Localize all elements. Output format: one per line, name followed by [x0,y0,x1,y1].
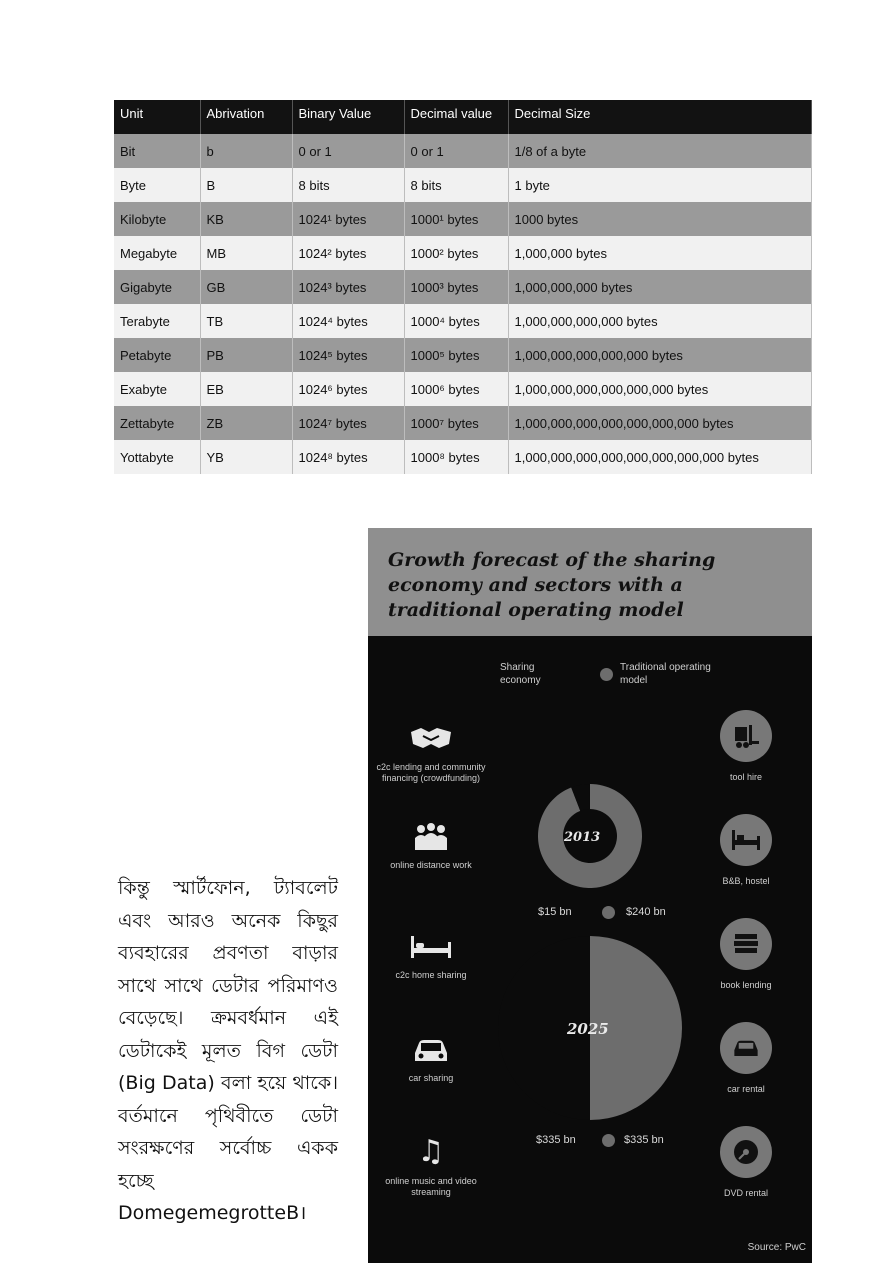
category-label: c2c lending and community financing (crowdfunding) [376,762,486,783]
table-cell: 1,000,000,000 bytes [508,270,812,304]
year-label-2013: 2013 [564,830,601,845]
value-2025-swatch [602,1134,615,1147]
table-cell: 1,000,000,000,000,000,000,000 bytes [508,406,812,440]
table-cell: KB [200,202,292,236]
value-2013-traditional: $240 bn [626,906,666,918]
category-label: DVD rental [723,1188,768,1198]
table-cell: TB [200,304,292,338]
year-label-2025: 2025 [567,1020,609,1038]
table-cell: 1,000,000,000,000 bytes [508,304,812,338]
category-label: car sharing [408,1073,454,1083]
table-cell: YB [200,440,292,474]
table-cell: MB [200,236,292,270]
legend-traditional-label: Traditional operating model [620,662,711,686]
table-cell: Byte [114,168,200,202]
table-cell: Kilobyte [114,202,200,236]
source-credit: Source: PwC [747,1242,806,1253]
table-row [114,406,812,440]
growth-ring-chart [368,528,812,1263]
table-header [114,100,812,134]
table-cell: 1000³ bytes [404,270,508,304]
table-row [114,304,812,338]
table-cell: 1000² bytes [404,236,508,270]
table-cell: 1024⁶ bytes [292,372,404,406]
category-label: online distance work [390,860,472,870]
table-cell: 1 byte [508,168,812,202]
table-row [114,440,812,474]
table-row [114,270,812,304]
table-cell: 1,000,000 bytes [508,236,812,270]
header-cell: Decimal Size [508,100,812,134]
table-cell: 1000¹ bytes [404,202,508,236]
category-label: c2c home sharing [395,970,467,980]
table-cell: 1000⁶ bytes [404,372,508,406]
table-cell: 1024¹ bytes [292,202,404,236]
value-2013-swatch [602,906,615,919]
infographic-title: Growth forecast of the sharing economy and sectors with a traditional operating model [388,549,716,621]
table-cell: ZB [200,406,292,440]
table-cell: Megabyte [114,236,200,270]
table-cell: Gigabyte [114,270,200,304]
table-cell: 1024² bytes [292,236,404,270]
table-cell: 1024⁵ bytes [292,338,404,372]
header-cell: Unit [114,100,200,134]
table-cell: 1000 bytes [508,202,812,236]
table-row [114,134,812,168]
table-cell: Bit [114,134,200,168]
category-label: B&B, hostel [722,876,770,886]
value-2013-sharing: $15 bn [538,906,572,918]
table-body [114,134,812,474]
table-row [114,236,812,270]
table-cell: 1,000,000,000,000,000,000,000,000 bytes [508,440,812,474]
value-2025-sharing: $335 bn [536,1134,576,1146]
value-2025-traditional: $335 bn [624,1134,664,1146]
table-cell: b [200,134,292,168]
table-cell: 0 or 1 [292,134,404,168]
table-cell: EB [200,372,292,406]
legend-sharing-label: Sharing economy [500,662,541,686]
table-cell: 1000⁷ bytes [404,406,508,440]
sharing-economy-infographic [368,528,812,1263]
category-label: book lending [720,980,772,990]
table-cell: GB [200,270,292,304]
table-cell: Petabyte [114,338,200,372]
body-paragraph: কিন্তু স্মার্টফোন, ট্যাবলেট এবং আরও অনেক কিছুর ব্যবহারের প্রবণতা বাড়ার সাথে সাথে ডেটার পরিমাণও বেড়েছে। ক্রমবর্ধমান এই ডেটাকেই মূলত বিগ ডেটা (Big Data) বলা হয়ে থাকে। বর্তমানে পৃথিবীতে ডেটা সংরক্ষণের সর্বোচ্চ একক হচ্ছে DomegemegrotteB। [118,877,338,1224]
table-cell: Zettabyte [114,406,200,440]
music-note-icon: ♫ [417,1134,445,1169]
table-cell: 1024⁸ bytes [292,440,404,474]
table-cell: 8 bits [404,168,508,202]
table-row [114,168,812,202]
header-cell: Abrivation [200,100,292,134]
table-cell: Terabyte [114,304,200,338]
table-row [114,202,812,236]
table-cell: 1024⁴ bytes [292,304,404,338]
data-unit-table [114,100,812,474]
category-label: online music and video streaming [385,1176,477,1197]
table-cell: 1,000,000,000,000,000,000 bytes [508,372,812,406]
table-cell: 1000⁴ bytes [404,304,508,338]
table-cell: Yottabyte [114,440,200,474]
table-cell: 0 or 1 [404,134,508,168]
header-cell: Binary Value [292,100,404,134]
table-cell: 1000⁵ bytes [404,338,508,372]
table-cell: 1000⁸ bytes [404,440,508,474]
header-cell: Decimal value [404,100,508,134]
table-cell: PB [200,338,292,372]
category-label: car rental [727,1084,765,1094]
table-cell: 1024³ bytes [292,270,404,304]
category-label: tool hire [729,772,763,782]
table-row [114,372,812,406]
table-cell: 1,000,000,000,000,000 bytes [508,338,812,372]
table-row [114,338,812,372]
table-cell: B [200,168,292,202]
table-cell: Exabyte [114,372,200,406]
table-header-row [114,100,812,134]
table-cell: 8 bits [292,168,404,202]
table-cell: 1/8 of a byte [508,134,812,168]
table-cell: 1024⁷ bytes [292,406,404,440]
